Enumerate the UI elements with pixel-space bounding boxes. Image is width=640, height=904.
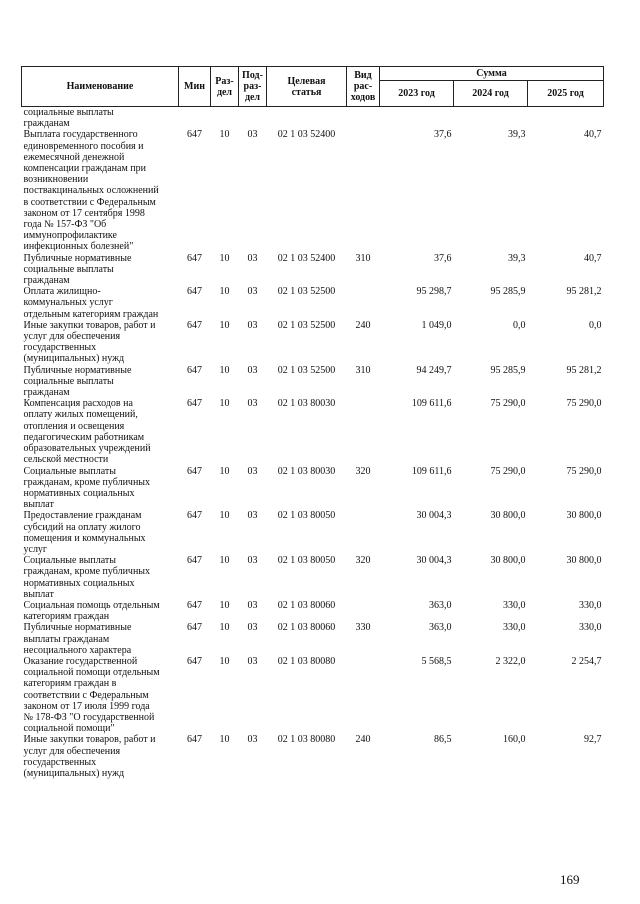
cell-podrazdel: 03 (247, 398, 258, 410)
cell-expense-type: 240 (355, 734, 371, 746)
cell-expense-type: 310 (355, 364, 371, 376)
cell-target-article: 02 1 03 52500 (277, 319, 336, 331)
table-row (22, 600, 604, 622)
budget-table (21, 66, 604, 779)
cell-podrazdel: 03 (247, 286, 258, 298)
cell-sum-2023: 95 298,7 (416, 286, 452, 298)
cell-sum-2023: 94 249,7 (416, 364, 452, 376)
cell-sum-2025: 30 800,0 (566, 510, 602, 522)
cell-target-article: 02 1 03 80060 (277, 599, 336, 611)
cell-expense-type (347, 510, 380, 555)
cell-razdel: 10 (219, 599, 230, 611)
cell-min: 647 (187, 398, 202, 410)
cell-sum-2024: 95 285,9 (490, 364, 526, 376)
table-row (22, 253, 604, 287)
cell-sum-2025: 0,0 (589, 319, 602, 331)
cell-sum-2024 (454, 107, 528, 130)
cell-target-article: 02 1 03 80080 (277, 734, 336, 746)
cell-expense-type: 240 (355, 319, 371, 331)
table-row (22, 320, 604, 365)
col-header-min: Мин (179, 67, 211, 107)
cell-expense-type (347, 107, 380, 130)
cell-name: Иные закупки товаров, работ и услуг для обеспечения государственных (муниципальных) нужд (23, 734, 156, 779)
cell-sum-2025 (528, 107, 604, 130)
cell-podrazdel: 03 (247, 599, 258, 611)
cell-target-article: 02 1 03 52500 (277, 364, 336, 376)
table-body (22, 107, 604, 780)
col-header-target: Целевая статья (267, 67, 347, 107)
table-row (22, 398, 604, 465)
cell-sum-2023: 1 049,0 (421, 319, 452, 331)
table-row (22, 734, 604, 779)
cell-min: 647 (187, 510, 202, 522)
col-header-2025: 2025 год (528, 81, 604, 107)
cell-name: Социальные выплаты гражданам, кроме публичных нормативных социальных выплат (23, 555, 151, 600)
cell-target-article: 02 1 03 80030 (277, 465, 336, 477)
cell-expense-type (347, 286, 380, 320)
cell-min: 647 (187, 465, 202, 477)
cell-name: Оплата жилищно- коммунальных услуг отдельным категориям граждан (23, 286, 159, 320)
cell-min: 647 (187, 129, 202, 141)
cell-razdel: 10 (219, 286, 230, 298)
cell-min: 647 (187, 252, 202, 264)
table-row (22, 510, 604, 555)
cell-podrazdel: 03 (247, 252, 258, 264)
cell-razdel: 10 (219, 555, 230, 567)
cell-sum-2025: 2 254,7 (571, 655, 602, 667)
cell-target-article: 02 1 03 80080 (277, 655, 336, 667)
cell-sum-2024: 75 290,0 (490, 465, 526, 477)
cell-sum-2024: 39,3 (508, 129, 526, 141)
cell-expense-type: 330 (355, 622, 371, 634)
cell-name: Социальная помощь отдельным категориям граждан (23, 599, 160, 623)
cell-sum-2025: 92,7 (584, 734, 602, 746)
cell-target-article: 02 1 03 52400 (277, 129, 336, 141)
cell-sum-2025: 75 290,0 (566, 465, 602, 477)
cell-sum-2024: 30 800,0 (490, 555, 526, 567)
table-row (22, 107, 604, 130)
cell-name: Предоставление гражданам субсидий на оплату жилого помещения и коммунальных услуг (23, 510, 146, 555)
cell-min: 647 (187, 734, 202, 746)
cell-expense-type: 320 (355, 555, 371, 567)
cell-sum-2023: 37,6 (434, 252, 452, 264)
cell-podrazdel: 03 (247, 465, 258, 477)
cell-name: Социальные выплаты гражданам, кроме публичных нормативных социальных выплат (23, 465, 151, 511)
cell-podrazdel: 03 (247, 655, 258, 667)
cell-name: Компенсация расходов на оплату жилых помещений, отопления и освещения педагогическим работникам образовательных учреждений сельской местности (23, 398, 151, 466)
cell-sum-2024: 95 285,9 (490, 286, 526, 298)
cell-expense-type (347, 600, 380, 622)
cell-sum-2023: 363,0 (429, 622, 452, 634)
table-row (22, 656, 604, 734)
cell-podrazdel: 03 (247, 555, 258, 567)
cell-min (179, 107, 211, 130)
page-number: 169 (560, 872, 580, 887)
cell-podrazdel: 03 (247, 622, 258, 634)
cell-sum-2024: 30 800,0 (490, 510, 526, 522)
cell-target-article: 02 1 03 52500 (277, 286, 336, 298)
cell-sum-2024: 330,0 (503, 599, 526, 611)
cell-podrazdel: 03 (247, 364, 258, 376)
cell-sum-2025: 30 800,0 (566, 555, 602, 567)
cell-podrazdel: 03 (247, 129, 258, 141)
cell-sum-2023: 37,6 (434, 129, 452, 141)
cell-target-article: 02 1 03 80030 (277, 398, 336, 410)
cell-razdel: 10 (219, 319, 230, 331)
cell-sum-2024: 39,3 (508, 252, 526, 264)
cell-razdel: 10 (219, 734, 230, 746)
cell-podrazdel: 03 (247, 734, 258, 746)
cell-name: Выплата государственного единовременного пособия и ежемесячной денежной компенсации гражданам при возникновении поствакцинальных осложнений в соответствии с Федеральным законом от 17 сентября 1998 года № 157-ФЗ "Об иммунопрофилактике инфекционных болезней" (23, 129, 159, 253)
cell-podrazdel (239, 107, 267, 130)
cell-razdel: 10 (219, 252, 230, 264)
cell-sum-2024: 75 290,0 (490, 398, 526, 410)
col-header-razdel: Раз- дел (211, 67, 239, 107)
cell-min: 647 (187, 364, 202, 376)
col-header-summa: Сумма (380, 67, 604, 81)
cell-sum-2025: 40,7 (584, 252, 602, 264)
cell-sum-2023: 363,0 (429, 599, 452, 611)
cell-sum-2025: 330,0 (579, 599, 602, 611)
cell-expense-type (347, 656, 380, 734)
cell-name: Публичные нормативные социальные выплаты гражданам (23, 252, 132, 287)
table-row (22, 555, 604, 600)
cell-sum-2024: 0,0 (513, 319, 526, 331)
cell-target-article: 02 1 03 80060 (277, 622, 336, 634)
cell-sum-2025: 75 290,0 (566, 398, 602, 410)
cell-sum-2025: 95 281,2 (566, 286, 602, 298)
cell-razdel (211, 107, 239, 130)
cell-sum-2023: 5 568,5 (421, 655, 452, 667)
cell-target-article: 02 1 03 80050 (277, 510, 336, 522)
table-row (22, 365, 604, 399)
col-header-2024: 2024 год (454, 81, 528, 107)
cell-sum-2025: 330,0 (579, 622, 602, 634)
cell-sum-2023: 30 004,3 (416, 510, 452, 522)
cell-min: 647 (187, 286, 202, 298)
cell-podrazdel: 03 (247, 510, 258, 522)
cell-target-article: 02 1 03 52400 (277, 252, 336, 264)
cell-min: 647 (187, 555, 202, 567)
cell-razdel: 10 (219, 398, 230, 410)
cell-sum-2023: 109 611,6 (411, 398, 452, 410)
cell-expense-type: 320 (355, 465, 371, 477)
cell-expense-type (347, 129, 380, 252)
cell-sum-2024: 2 322,0 (495, 655, 526, 667)
cell-name: Оказание государственной социальной помощи отдельным категориям граждан в соответствии с Федеральным законом от 17 июля 1999 года № 178-ФЗ "О государственной социальной помощи" (23, 655, 160, 735)
cell-min: 647 (187, 655, 202, 667)
cell-min: 647 (187, 599, 202, 611)
table-row (22, 286, 604, 320)
cell-sum-2024: 330,0 (503, 622, 526, 634)
cell-min: 647 (187, 319, 202, 331)
cell-name: Публичные нормативные выплаты гражданам несоциального характера (23, 622, 132, 656)
cell-sum-2025: 40,7 (584, 129, 602, 141)
cell-razdel: 10 (219, 465, 230, 477)
cell-razdel: 10 (219, 364, 230, 376)
table-row (22, 129, 604, 252)
col-header-name: Наименование (22, 67, 179, 107)
cell-name: социальные выплаты гражданам (23, 107, 114, 130)
cell-razdel: 10 (219, 129, 230, 141)
cell-sum-2023: 86,5 (434, 734, 452, 746)
cell-razdel: 10 (219, 655, 230, 667)
cell-sum-2023 (380, 107, 454, 130)
cell-min: 647 (187, 622, 202, 634)
cell-razdel: 10 (219, 510, 230, 522)
cell-razdel: 10 (219, 622, 230, 634)
cell-expense-type: 310 (355, 252, 371, 264)
cell-target-article (267, 107, 347, 130)
col-header-vid: Вид рас- ходов (347, 67, 380, 107)
table-row (22, 622, 604, 656)
cell-sum-2025: 95 281,2 (566, 364, 602, 376)
cell-sum-2024: 160,0 (503, 734, 526, 746)
cell-target-article: 02 1 03 80050 (277, 555, 336, 567)
table-header (22, 67, 604, 107)
cell-podrazdel: 03 (247, 319, 258, 331)
cell-name: Публичные нормативные социальные выплаты гражданам (23, 364, 132, 399)
cell-sum-2023: 109 611,6 (411, 465, 452, 477)
col-header-podrazdel: Под- раз- дел (239, 67, 267, 107)
cell-expense-type (347, 398, 380, 465)
cell-name: Иные закупки товаров, работ и услуг для обеспечения государственных (муниципальных) нужд (23, 319, 156, 365)
col-header-2023: 2023 год (380, 81, 454, 107)
table-row (22, 466, 604, 511)
cell-sum-2023: 30 004,3 (416, 555, 452, 567)
